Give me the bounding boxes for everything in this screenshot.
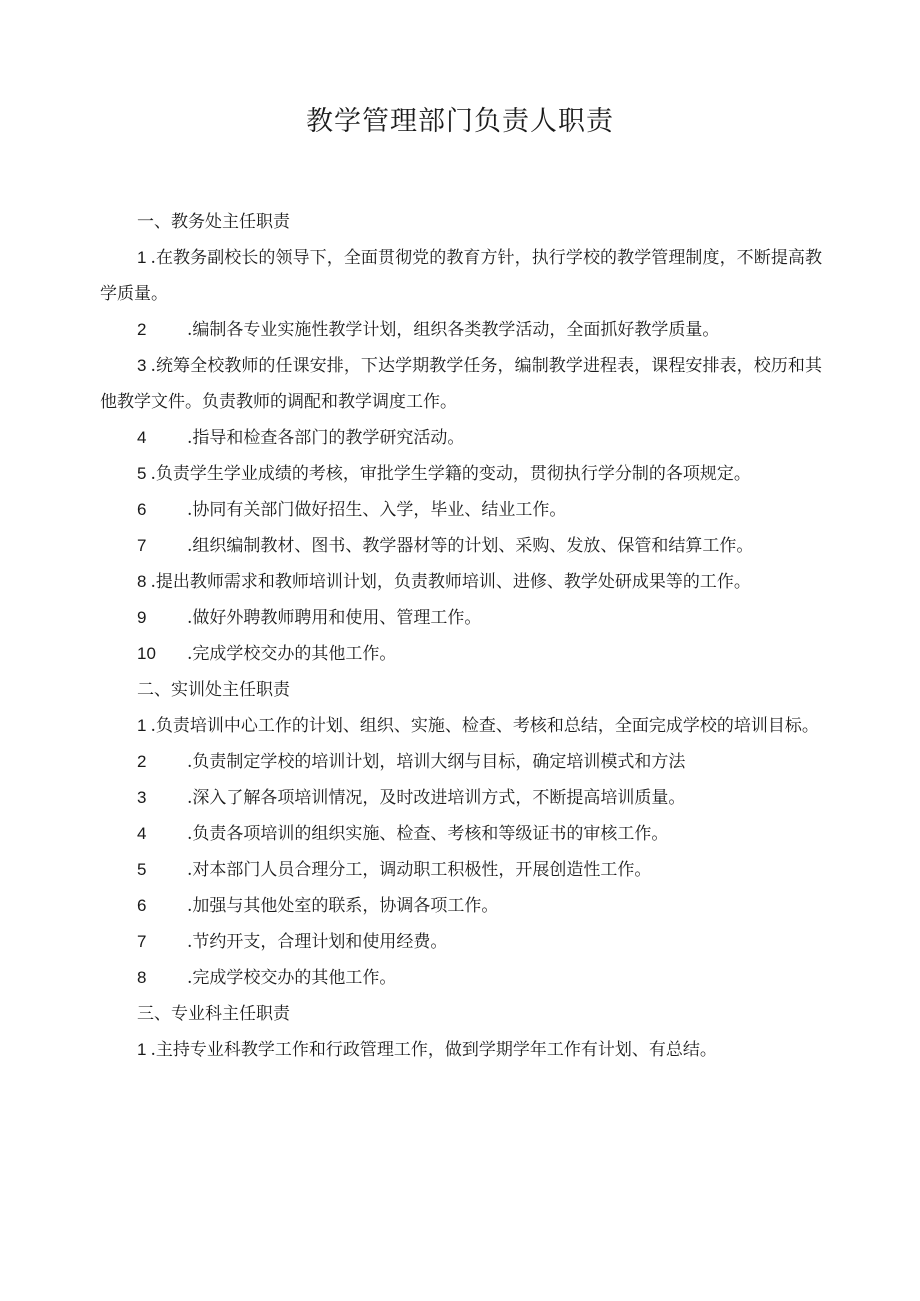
item-text: .节约开支，合理计划和使用经费。: [187, 932, 448, 952]
list-item: [100, 816, 822, 852]
item-number: 10: [137, 644, 156, 663]
item-number: 8: [137, 572, 147, 591]
list-item: [100, 780, 822, 816]
item-number: 3: [137, 788, 147, 807]
item-number: 4: [137, 428, 147, 447]
list-item: [100, 1032, 822, 1068]
document-title: 教学管理部门负责人职责: [306, 106, 614, 137]
item-text: .做好外聘教师聘用和使用、管理工作。: [187, 608, 482, 628]
list-item: [100, 312, 822, 348]
list-item: [100, 888, 822, 924]
list-item: [100, 348, 822, 420]
item-text: .负责制定学校的培训计划，培训大纲与目标，确定培训模式和方法: [187, 752, 686, 772]
item-number: 6: [137, 896, 147, 915]
list-item: [100, 636, 822, 672]
item-number: 5: [137, 860, 147, 879]
list-item: [100, 744, 822, 780]
item-number: 5: [137, 464, 147, 483]
item-text: .在教务副校长的领导下，全面贯彻党的教育方针，执行学校的教学管理制度，不断提高教学质量。: [100, 248, 822, 304]
item-number: 7: [137, 536, 147, 555]
list-item: [100, 492, 822, 528]
item-text: .统筹全校教师的任课安排，下达学期教学任务，编制教学进程表，课程安排表，校历和其他教学文件。负责教师的调配和教学调度工作。: [100, 356, 822, 412]
item-number: 4: [137, 824, 147, 843]
item-text: .加强与其他处室的联系，协调各项工作。: [187, 896, 499, 916]
item-text: .组织编制教材、图书、教学器材等的计划、采购、发放、保管和结算工作。: [187, 536, 754, 556]
list-item: [100, 960, 822, 996]
item-number: 8: [137, 968, 147, 987]
list-item: [100, 456, 822, 492]
item-text: .负责各项培训的组织实施、检查、考核和等级证书的审核工作。: [187, 824, 669, 844]
item-number: 3: [137, 356, 147, 375]
item-text: .负责学生学业成绩的考核，审批学生学籍的变动，贯彻执行学分制的各项规定。: [150, 464, 751, 484]
item-number: 2: [137, 752, 147, 771]
item-number: 9: [137, 608, 147, 627]
item-number: 1: [137, 716, 147, 735]
item-number: 7: [137, 932, 147, 951]
item-text: .完成学校交办的其他工作。: [187, 644, 397, 664]
list-item: [100, 528, 822, 564]
item-text: .深入了解各项培训情况，及时改进培训方式，不断提高培训质量。: [187, 788, 686, 808]
document-body: [100, 204, 822, 1068]
item-number: 1: [137, 248, 147, 267]
item-number: 2: [137, 320, 147, 339]
item-number: 1: [137, 1040, 147, 1059]
item-text: .编制各专业实施性教学计划，组织各类教学活动，全面抓好教学质量。: [187, 320, 720, 340]
item-text: .指导和检查各部门的教学研究活动。: [187, 428, 465, 448]
section-heading: 一、教务处主任职责: [137, 212, 290, 232]
section-heading: 三、专业科主任职责: [137, 1004, 290, 1024]
item-text: .完成学校交办的其他工作。: [187, 968, 397, 988]
list-item: [100, 564, 822, 600]
item-text: .主持专业科教学工作和行政管理工作，做到学期学年工作有计划、有总结。: [150, 1040, 717, 1060]
list-item: [100, 852, 822, 888]
section-heading: 二、实训处主任职责: [137, 680, 290, 700]
item-number: 6: [137, 500, 147, 519]
item-text: .提出教师需求和教师培训计划，负责教师培训、进修、教学处研成果等的工作。: [150, 572, 751, 592]
item-text: .对本部门人员合理分工，调动职工积极性，开展创造性工作。: [187, 860, 652, 880]
list-item: [100, 420, 822, 456]
item-text: .负责培训中心工作的计划、组织、实施、检查、考核和总结，全面完成学校的培训目标。: [150, 716, 819, 736]
list-item: [100, 240, 822, 312]
item-text: .协同有关部门做好招生、入学，毕业、结业工作。: [187, 500, 567, 520]
list-item: [100, 924, 822, 960]
list-item: [100, 600, 822, 636]
list-item: [100, 708, 822, 744]
